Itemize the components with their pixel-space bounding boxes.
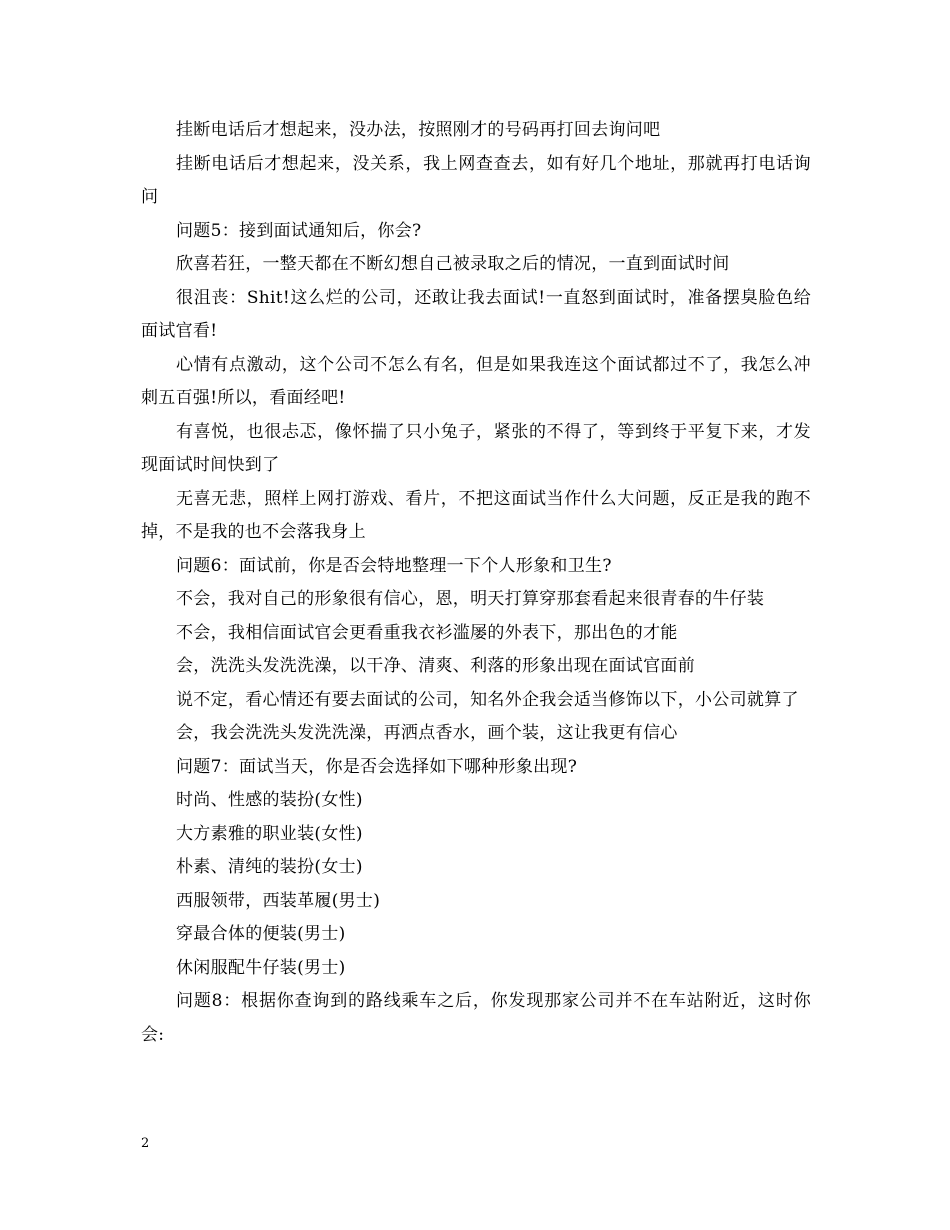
- paragraph: 很沮丧：Shit!这么烂的公司，还敢让我去面试!一直怒到面试时，准备摆臭脸色给面试官看!: [141, 287, 811, 341]
- paragraph: 心情有点激动，这个公司不怎么有名，但是如果我连这个面试都过不了，我怎么冲刺五百强!所以，看面经吧!: [141, 354, 811, 408]
- list-item: 休闲服配牛仔装(男士): [176, 957, 346, 978]
- paragraph: 不会，我相信面试官会更看重我衣衫滥屡的外表下，那出色的才能: [176, 622, 678, 643]
- paragraph: 不会，我对自己的形象很有信心，恩，明天打算穿那套看起来很青春的牛仔装: [176, 589, 765, 609]
- paragraph: 无喜无悲，照样上网打游戏、看片，不把这面试当作什么大问题，反正是我的跑不掉，不是我的也不会落我身上: [141, 488, 811, 542]
- paragraph: 挂断电话后才想起来，没关系，我上网查查去，如有好几个地址，那就再打电话询问: [141, 153, 811, 207]
- list-item: 大方素雅的职业装(女性): [176, 823, 363, 844]
- document-body: [141, 114, 811, 1052]
- paragraph: 挂断电话后才想起来，没办法，按照刚才的号码再打回去询问吧: [176, 120, 661, 140]
- question-heading: 问题7：面试当天，你是否会选择如下哪种形象出现?: [176, 756, 578, 777]
- paragraph: 欣喜若狂，一整天都在不断幻想自己被录取之后的情况，一直到面试时间: [176, 254, 730, 274]
- list-item: 西服领带，西装革履(男士): [176, 890, 381, 911]
- paragraph: 会，我会洗洗头发洗洗澡，再洒点香水，画个装，这让我更有信心: [176, 723, 678, 743]
- list-item: 时尚、性感的装扮(女性): [176, 790, 363, 810]
- paragraph: 有喜悦，也很忐忑，像怀揣了只小兔子，紧张的不得了，等到终于平复下来，才发现面试时间快到了: [141, 421, 811, 475]
- question-heading: 问题6：面试前，你是否会特地整理一下个人形象和卫生?: [176, 555, 612, 576]
- question-heading: 问题8：根据你查询到的路线乘车之后，你发现那家公司并不在车站附近，这时你会:: [141, 991, 811, 1045]
- list-item: 朴素、清纯的装扮(女士): [176, 857, 363, 877]
- paragraph: 说不定，看心情还有要去面试的公司，知名外企我会适当修饰以下，小公司就算了: [176, 689, 799, 710]
- page-number: 2: [141, 1136, 150, 1151]
- list-item: 穿最合体的便装(男士): [176, 924, 346, 944]
- question-heading: 问题5：接到面试通知后，你会?: [176, 220, 422, 241]
- paragraph: 会，洗洗头发洗洗澡，以干净、清爽、利落的形象出现在面试官面前: [176, 656, 695, 676]
